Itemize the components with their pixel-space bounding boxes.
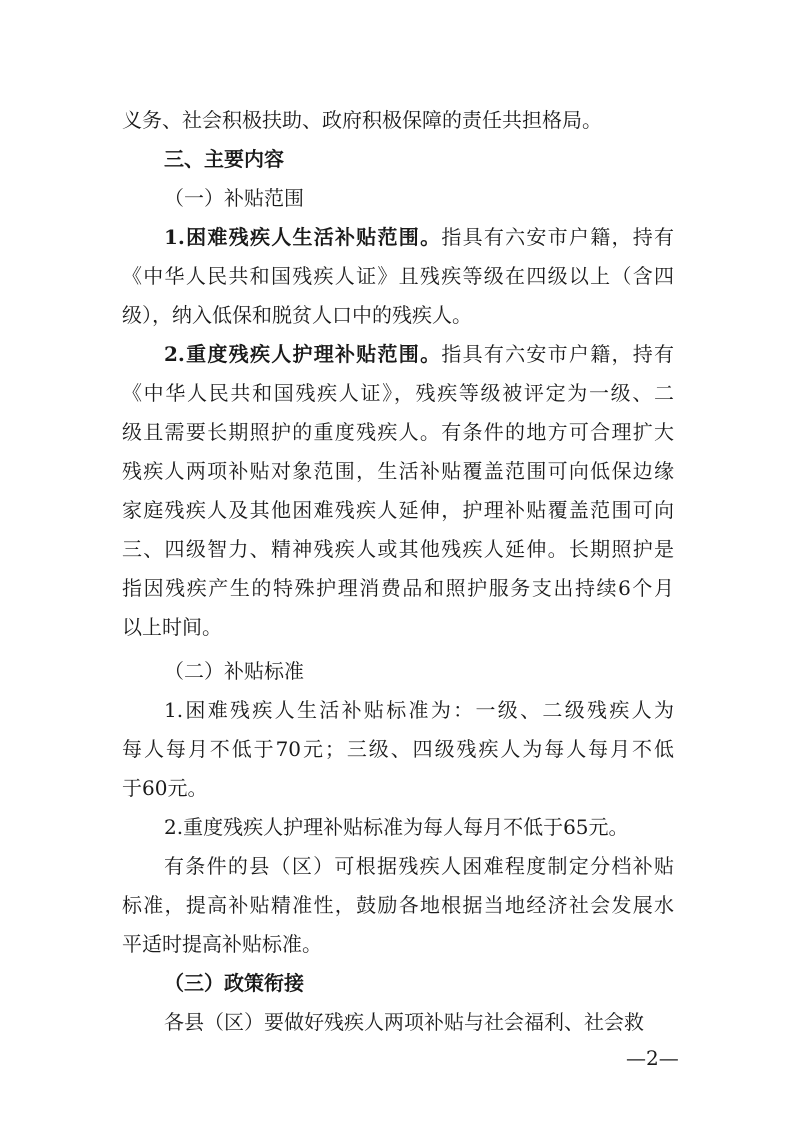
item-text: 指具有六安市户籍，持有 [441,225,674,249]
body-line: 平适时提高补贴标准。 [122,932,322,956]
body-line: 于60元。 [122,776,208,800]
body-line: 家庭残疾人及其他困难残疾人延伸，护理补贴覆盖范围可向 [122,498,674,522]
body-line: 义务、社会积极扶助、政府积极保障的责任共担格局。 [122,108,602,132]
paragraph-line [164,342,674,366]
body-line: 各县（区）要做好残疾人两项补贴与社会福利、社会救 [164,1010,644,1034]
body-line: 《中华人民共和国残疾人证》，残疾等级被评定为一级、二 [122,381,674,405]
body-line: 以上时间。 [122,615,222,639]
body-line: 残疾人两项补贴对象范围，生活补贴覆盖范围可向低保边缘 [122,459,674,483]
subsection-heading: （一）补贴范围 [164,186,304,210]
body-line: 《中华人民共和国残疾人证》且残疾等级在四级以上（含四 [122,264,674,288]
item-text: 指具有六安市户籍，持有 [441,342,674,366]
section-heading: 三、主要内容 [164,147,284,171]
body-line: 指因残疾产生的特殊护理消费品和照护服务支出持续6个月 [122,576,674,600]
item-title: 2.重度残疾人护理补贴范围。 [164,342,442,366]
body-line: 2.重度残疾人护理补贴标准为每人每月不低于65元。 [164,815,629,839]
body-line: 级），纳入低保和脱贫人口中的残疾人。 [122,303,472,327]
body-line: 级且需要长期照护的重度残疾人。有条件的地方可合理扩大 [122,420,674,444]
body-line: 标准，提高补贴精准性，鼓励各地根据当地经济社会发展水 [122,893,674,917]
subsection-heading: （三）政策衔接 [164,971,304,995]
subsection-heading: （二）补贴标准 [164,659,304,683]
body-line: 1.困难残疾人生活补贴标准为：一级、二级残疾人为 [164,698,674,722]
body-line: 每人每月不低于70元；三级、四级残疾人为每人每月不低 [122,737,674,761]
item-title: 1.困难残疾人生活补贴范围。 [164,225,442,249]
page-number: —2— [626,1046,679,1070]
body-line: 三、四级智力、精神残疾人或其他残疾人延伸。长期照护是 [122,537,674,561]
paragraph-line [164,225,674,249]
body-line: 有条件的县（区）可根据残疾人困难程度制定分档补贴 [164,854,674,878]
